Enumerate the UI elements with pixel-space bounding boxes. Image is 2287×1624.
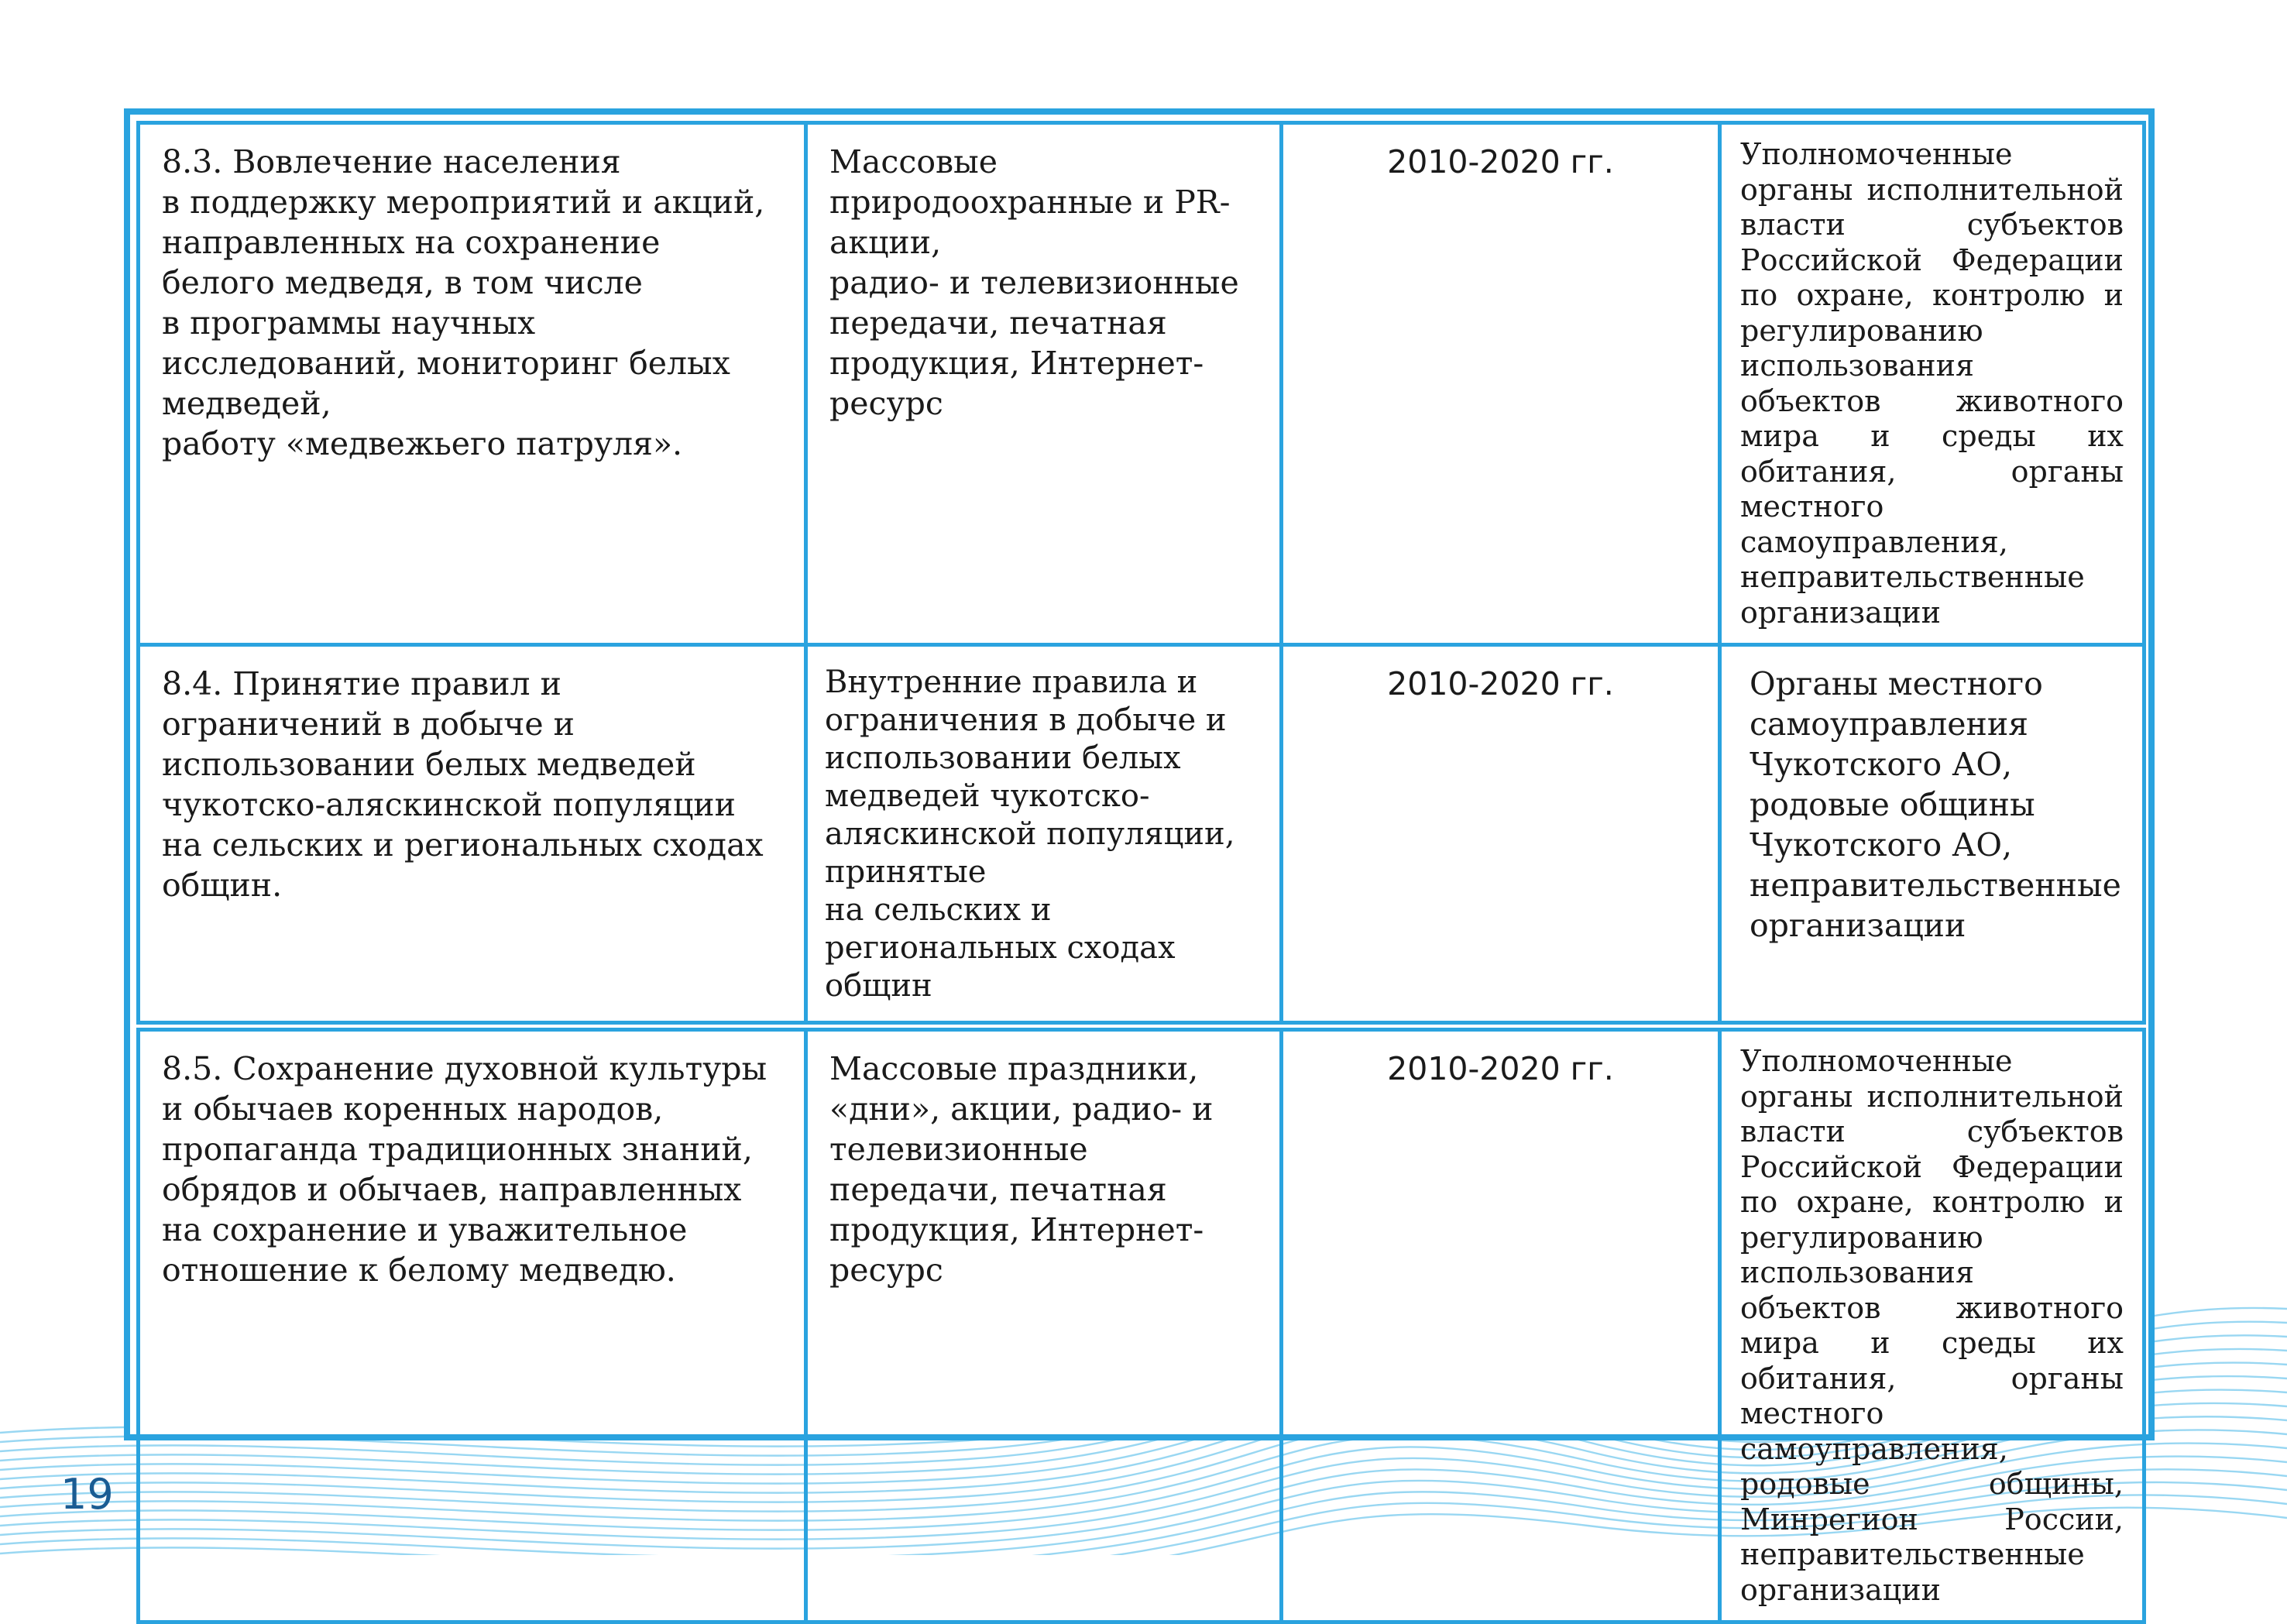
plan-table-grid [136, 121, 2146, 1624]
activity-text: Вовлечение населения в поддержку мероприятий и акций, направленных на сохранение белого медведя, в том числе в программы научных исследований, мониторинг белых медведей, работу «медвежьего патруля». [162, 143, 765, 462]
responsible-cell: Органы местного самоуправления Чукотского АО, родовые общины Чукотского АО, неправительственные организации [1720, 645, 2144, 1027]
period-cell: 2010-2020 гг. [1282, 645, 1720, 1027]
page-number: 19 [60, 1470, 114, 1519]
table-row [139, 1026, 2144, 1622]
table-row [139, 645, 2144, 1027]
activity-text: Принятие правил и ограничений в добыче и использовании белых медведей чукотско-аляскинской популяции на сельских и региональных сходах общин. [162, 665, 764, 904]
table-row [139, 123, 2144, 645]
form-cell: Массовые природоохранные и PR-акции, радио- и телевизионные передачи, печатная продукция, Интернет-ресурс [806, 123, 1282, 645]
activity-cell [139, 123, 806, 645]
responsible-cell: Уполномоченные органы исполнительной власти субъектов Российской Федерации по охране, контролю и регулированию использования объектов животного мира и среды их обитания, органы местного самоуправления, неправительственные организации [1720, 123, 2144, 645]
activity-cell [139, 645, 806, 1027]
period-cell: 2010-2020 гг. [1282, 1026, 1720, 1622]
activity-cell [139, 1026, 806, 1622]
activity-number: 8.4. [162, 665, 223, 702]
activity-number: 8.5. [162, 1050, 223, 1087]
activity-number: 8.3. [162, 143, 223, 180]
responsible-cell: Уполномоченные органы исполнительной власти субъектов Российской Федерации по охране, контролю и регулированию использования объектов животного мира и среды их обитания, органы местного самоуправления, родовые общины, Минрегион России, неправительственные организации [1720, 1026, 2144, 1622]
form-cell: Внутренние правила и ограничения в добыче и использовании белых медведей чукотско-аляскинской популяции, принятые на сельских и региональных сходах общин [806, 645, 1282, 1027]
period-cell: 2010-2020 гг. [1282, 123, 1720, 645]
activity-text: Сохранение духовной культуры и обычаев коренных народов, пропаганда традиционных знаний, обрядов и обычаев, направленных на сохранение и уважительное отношение к белому медведю. [162, 1050, 767, 1289]
action-plan-table [124, 108, 2155, 1607]
form-cell: Массовые праздники, «дни», акции, радио- и телевизионные передачи, печатная продукция, Интернет-ресурс [806, 1026, 1282, 1622]
